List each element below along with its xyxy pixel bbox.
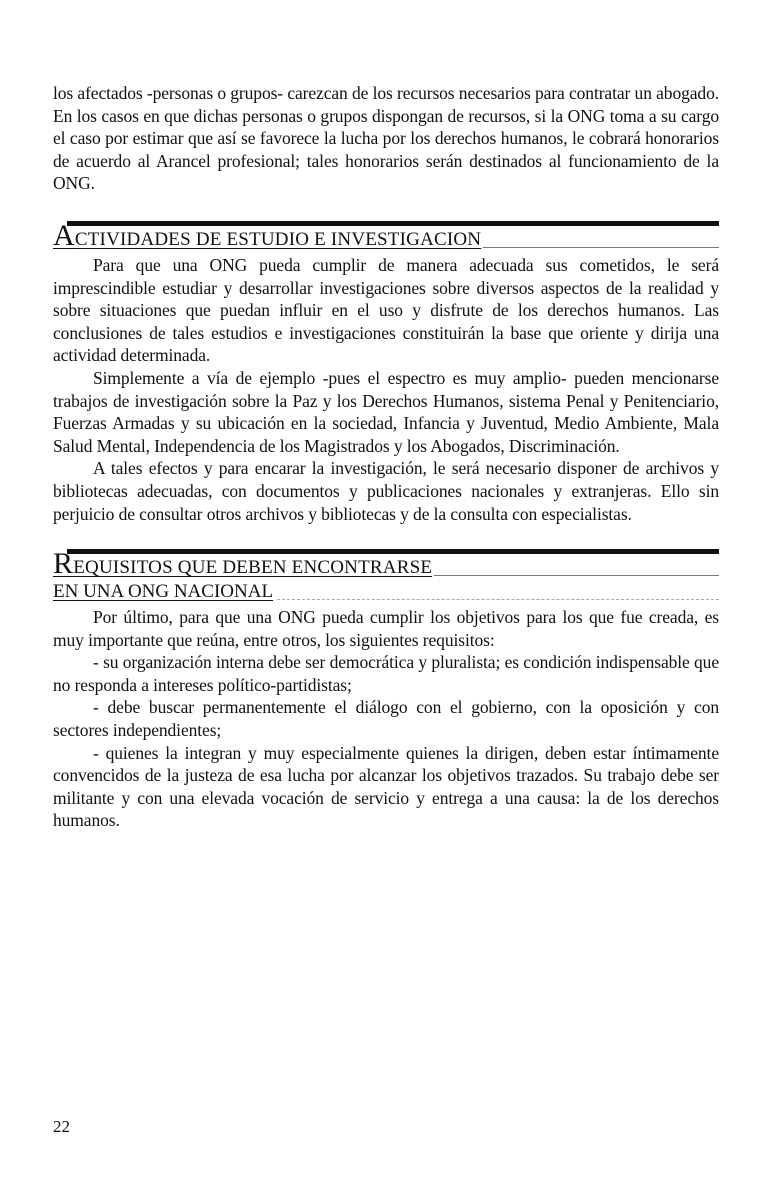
- page-number: 22: [53, 1117, 70, 1136]
- heading-text: CTIVIDADES DE ESTUDIO E INVESTIGACION: [74, 228, 482, 250]
- heading-initial: A: [53, 218, 75, 252]
- requirement-item: - quienes la integran y muy especialmente quienes la dirigen, deben estar íntimamente convencidos de la justeza de esa lucha por alcanzar los objetivos trazados. Su trabajo debe ser militante y con una elevada vocación de servicio y entrega a una causa: la de los derechos humanos.: [53, 742, 719, 831]
- heading-trail-line: [434, 575, 719, 576]
- section-paragraph: A tales efectos y para encarar la investigación, le será necesario disponer de archivos y bibliotecas adecuadas, con documentos y publicaciones nacionales y extranjeras. Ello sin perjuicio de consultar otros archivos y bibliotecas y de la consulta con especialistas.: [53, 458, 719, 524]
- heading-initial: R: [53, 547, 74, 581]
- section-heading: [53, 547, 719, 581]
- requirement-item: - su organización interna debe ser democrática y pluralista; es condición indispensable que no responda a intereses político-partidistas;: [53, 652, 719, 695]
- section-requisitos: [53, 549, 719, 832]
- intro-paragraph: los afectados -personas o grupos- carezcan de los recursos necesarios para contratar un abogado. En los casos en que dichas personas o grupos dispongan de recursos, si la ONG toma a su cargo el caso por estimar que así se favorece la lucha por los derechos humanos, le cobrará honorarios de acuerdo al Arancel profesional; tales honorarios serán destinados al funcionamiento de la ONG.: [53, 83, 719, 194]
- heading-text-2: EN UNA ONG NACIONAL: [53, 581, 274, 603]
- requirement-item: - debe buscar permanentemente el diálogo con el gobierno, con la oposición y con sectores independientes;: [53, 697, 719, 741]
- section-heading-line-2: [53, 580, 719, 604]
- page-body: [53, 82, 719, 832]
- section-paragraph: Por último, para que una ONG pueda cumplir los objetivos para los que fue creada, es muy importante que reúna, entre otros, los siguientes requisitos:: [53, 607, 719, 650]
- heading-trail-line: [483, 247, 719, 248]
- section-heading: [53, 218, 719, 252]
- section-paragraph: Simplemente a vía de ejemplo -pues el espectro es muy amplio- pueden mencionarse trabajos de investigación sobre la Paz y los Derechos Humanos, sistema Penal y Penitenciario, Fuerzas Armadas y su ubicación en la sociedad, Infancia y Juventud, Medio Ambiente, Mala Salud Mental, Independencia de los Magistrados y los Abogados, Discriminación.: [53, 367, 719, 456]
- section-estudio-investigacion: [53, 218, 719, 525]
- heading-text: EQUISITOS QUE DEBEN ENCONTRARSE: [73, 557, 433, 579]
- heading-trail-line: [277, 599, 719, 600]
- section-paragraph: Para que una ONG pueda cumplir de manera adecuada sus cometidos, le será imprescindible estudiar y desarrollar investigaciones sobre diversos aspectos de la realidad y sobre situaciones que puedan influir en el uso y disfrute de los derechos humanos. Las conclusiones de tales estudios e investigaciones constituirán la base que oriente y dirija una actividad determinada.: [53, 254, 719, 366]
